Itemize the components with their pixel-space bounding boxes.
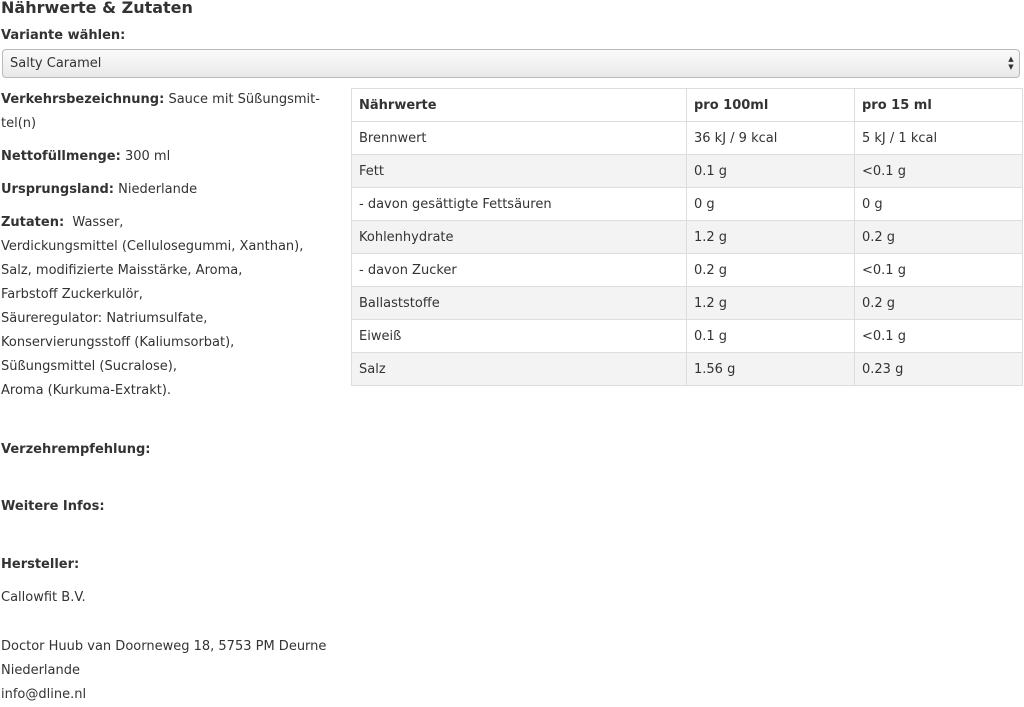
- value-pro-100ml: 0.2 g: [687, 254, 855, 287]
- zutaten: [1, 211, 303, 403]
- verzehrempfehlung-label: Verzehrempfehlung:: [1, 442, 151, 457]
- verzehrempfehlung: [1, 438, 151, 462]
- table-row: [352, 320, 1023, 353]
- hersteller: [1, 553, 79, 577]
- variant-select[interactable]: [2, 49, 1020, 78]
- table-row: [352, 221, 1023, 254]
- value-pro-15ml: 0.23 g: [855, 353, 1023, 386]
- zutaten-line: Verdickungsmittel (Cellulosegummi, Xanthan),: [1, 239, 304, 254]
- nettofuellmenge: [1, 145, 170, 169]
- select-arrows-icon: ▲ ▼: [1008, 55, 1014, 71]
- variant-label: Variante wählen:: [1, 28, 126, 43]
- hersteller-name: Callowfit B.V.: [1, 590, 86, 605]
- ursprungsland-value: Niederlande: [118, 182, 198, 197]
- nutrient-name: Brennwert: [352, 122, 687, 155]
- verkehrsbezeichnung-value: Sauce mit Süßungsmit-: [168, 92, 320, 107]
- address-street: Doctor Huub van Doorneweg 18, 5753 PM Deurne: [1, 639, 327, 654]
- nutrition-header-row: [352, 89, 1023, 122]
- nutrient-name: Ballaststoffe: [352, 287, 687, 320]
- value-pro-15ml: 0 g: [855, 188, 1023, 221]
- zutaten-line: Salz, modifizierte Maisstärke, Aroma,: [1, 263, 243, 278]
- weitere-infos: [1, 495, 105, 519]
- hersteller-address: [1, 635, 326, 707]
- zutaten-label: Zutaten:: [1, 215, 65, 230]
- ursprungsland: [1, 178, 197, 202]
- verkehrsbezeichnung-label: Verkehrsbezeichnung:: [1, 92, 165, 107]
- nutrient-name: Salz: [352, 353, 687, 386]
- value-pro-15ml: 0.2 g: [855, 287, 1023, 320]
- verkehrsbezeichnung-value-cont: tel(n): [1, 116, 37, 131]
- nutrient-name: - davon gesättigte Fettsäuren: [352, 188, 687, 221]
- nutrient-name: Fett: [352, 155, 687, 188]
- nettofuellmenge-value: 300 ml: [124, 149, 171, 164]
- nutrient-name: Eiweiß: [352, 320, 687, 353]
- table-row: [352, 188, 1023, 221]
- column-header-pro-100ml: pro 100ml: [687, 89, 855, 122]
- verkehrsbezeichnung: [1, 88, 320, 136]
- value-pro-15ml: <0.1 g: [855, 155, 1023, 188]
- ursprungsland-label: Ursprungsland:: [1, 182, 114, 197]
- value-pro-15ml: 5 kJ / 1 kcal: [855, 122, 1023, 155]
- zutaten-line: Wasser,: [72, 215, 124, 230]
- value-pro-100ml: 1.56 g: [687, 353, 855, 386]
- value-pro-15ml: 0.2 g: [855, 221, 1023, 254]
- column-header-pro-15ml: pro 15 ml: [855, 89, 1023, 122]
- zutaten-line: Süßungsmittel (Sucralose),: [1, 359, 177, 374]
- value-pro-100ml: 36 kJ / 9 kcal: [687, 122, 855, 155]
- hersteller-label: Hersteller:: [1, 557, 80, 572]
- table-row: [352, 254, 1023, 287]
- column-header-naehrwerte: Nährwerte: [352, 89, 687, 122]
- value-pro-100ml: 1.2 g: [687, 287, 855, 320]
- zutaten-line: Farbstoff Zuckerkulör,: [1, 287, 143, 302]
- table-row: [352, 287, 1023, 320]
- zutaten-line: Konservierungsstoff (Kaliumsorbat),: [1, 335, 235, 350]
- table-row: [352, 353, 1023, 386]
- value-pro-100ml: 0 g: [687, 188, 855, 221]
- value-pro-15ml: <0.1 g: [855, 254, 1023, 287]
- hersteller-email: info@dline.nl: [1, 687, 87, 702]
- zutaten-line: Aroma (Kurkuma-Extrakt).: [1, 383, 172, 398]
- value-pro-100ml: 1.2 g: [687, 221, 855, 254]
- value-pro-100ml: 0.1 g: [687, 320, 855, 353]
- address-country: Niederlande: [1, 663, 80, 678]
- page-title: Nährwerte & Zutaten: [1, 0, 193, 17]
- nutrient-name: - davon Zucker: [352, 254, 687, 287]
- zutaten-line: Säureregulator: Natriumsulfate,: [1, 311, 208, 326]
- table-row: [352, 122, 1023, 155]
- nettofuellmenge-label: Nettofüllmenge:: [1, 149, 121, 164]
- nutrition-table: [351, 88, 1023, 386]
- weitere-infos-label: Weitere Infos:: [1, 499, 105, 514]
- nutrient-name: Kohlenhydrate: [352, 221, 687, 254]
- variant-selected-value: Salty Caramel: [10, 56, 102, 71]
- value-pro-15ml: <0.1 g: [855, 320, 1023, 353]
- value-pro-100ml: 0.1 g: [687, 155, 855, 188]
- table-row: [352, 155, 1023, 188]
